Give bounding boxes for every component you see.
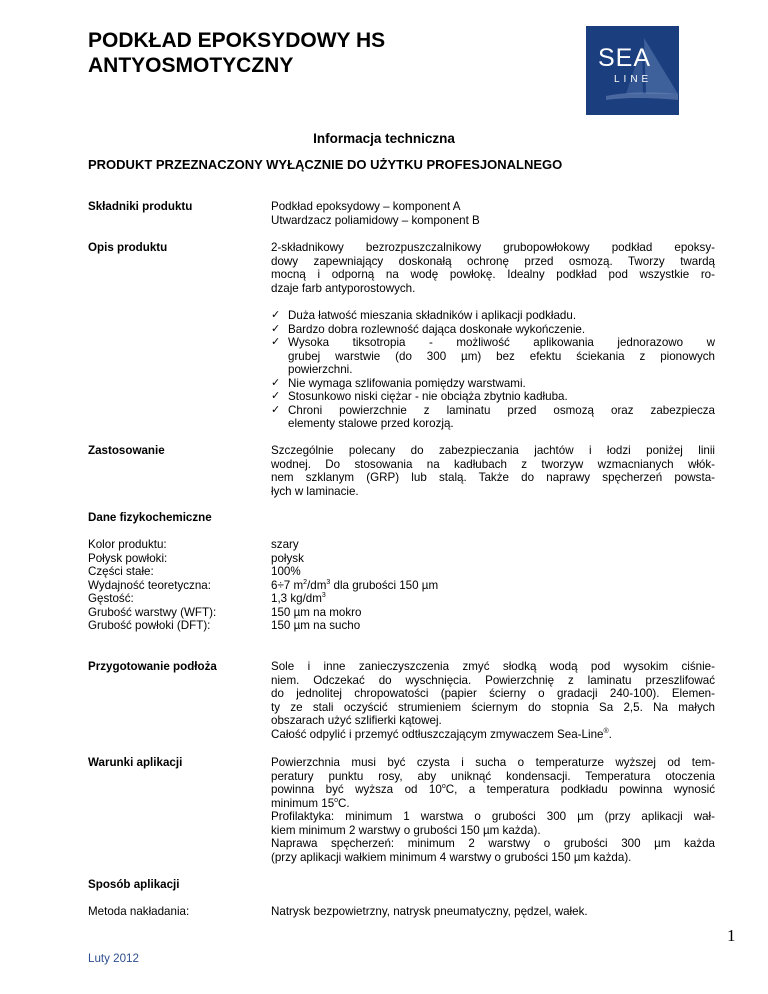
check-icon: ✓	[271, 336, 281, 348]
physchem-label: Części stałe:	[88, 565, 154, 578]
physchem-heading: Dane fizykochemiczne	[88, 511, 212, 524]
component-a: Podkład epoksydowy – komponent A	[271, 200, 461, 213]
application-method-heading: Sposób aplikacji	[88, 878, 180, 891]
density-value: 1,3 $kg/dm^3$	[271, 592, 326, 605]
surface-prep-text: Sole i inne zanieczyszczenia zmyć słodką wodą pod wysokim ciśnie- niem. Odczekać do wyschnięcia. Powierzchnię z laminatu przeszlifować do jednolitej chropowatości (papier ścierny o gradacji 240-100). Elemen- ty ze stali oczyścić strumieniem ściernym do stopnia Sa 2,5. Na małych obszarach użyć szlifierki kątowej. Całość odpylić i przemyć odtłuszczającym zmywaczem Sea-Line®.	[271, 660, 715, 741]
color-value: szary	[271, 538, 299, 551]
check-icon: ✓	[271, 309, 281, 321]
physchem-label: Kolor produktu:	[88, 538, 167, 551]
description-label: Opis produktu	[88, 241, 168, 254]
application-method-label: Metoda nakładania:	[88, 905, 190, 918]
physchem-label: Wydajność teoretyczna:	[88, 578, 211, 592]
feature-list	[271, 309, 715, 431]
surface-prep-label: Przygotowanie podłoża	[88, 660, 217, 673]
physchem-label: Grubość warstwy (WFT):	[88, 605, 217, 619]
application-area-line: wodnej. Do stosowania na kadłubach z tworzyw wzmacnianych włók-	[271, 457, 715, 471]
application-method-value: Natrysk bezpowietrzny, natrysk pneumatyczny, pędzel, wałek.	[271, 905, 588, 918]
document-title	[88, 28, 385, 78]
feature-item: ✓ Bardzo dobra rozlewność dająca doskonałe wykończenie.	[271, 322, 586, 336]
physchem-label: Połysk powłoki:	[88, 551, 168, 565]
page-subtitle: Informacja techniczna	[313, 131, 455, 146]
title-line-2: ANTYOSMOTYCZNY	[88, 54, 294, 77]
description-line: 2-składnikowy bezrozpuszczalnikowy grubopowłokowy podkład epoksy-	[271, 241, 715, 254]
feature-item: ✓ Stosunkowo niski ciężar - nie obciąża zbytnio kadłuba.	[271, 390, 568, 403]
feature-item: ✓ Duża łatwość mieszania składników i aplikacji podkładu.	[271, 309, 577, 322]
page-number: 1	[727, 926, 736, 945]
wft-value: 150 µm na mokro	[271, 605, 362, 619]
physchem-values	[271, 538, 715, 633]
feature-item: ✓ Nie wymaga szlifowania pomiędzy warstwami.	[271, 376, 526, 390]
physchem-labels	[88, 538, 216, 633]
feature-item: ✓ Wysoka tiksotropia - możliwość aplikowania jednorazowo w grubej warstwie (do 300 µm) bez efektu ściekania z pionowych powierzchni.	[271, 336, 715, 376]
components-value	[271, 200, 715, 227]
feature-item: ✓ Chroni powierzchnie z laminatu przed osmozą oraz zabezpiecza elementy stalowe przed korozją.	[271, 403, 715, 430]
description-line: dowy zapewniający doskonałą ochronę przed osmozą. Tworzy twardą	[271, 254, 715, 268]
description-text	[271, 241, 715, 295]
professional-notice: PRODUKT PRZEZNACZONY WYŁĄCZNIE DO UŻYTKU PROFESJONALNEGO	[88, 157, 563, 172]
application-area-line: łych w laminacie.	[271, 484, 359, 498]
application-area-label: Zastosowanie	[88, 444, 165, 457]
description-line: dzaje farb antyporostowych.	[271, 281, 416, 295]
logo-text-sea: SEA	[598, 44, 652, 72]
dft-value: 150 µm na sucho	[271, 619, 361, 632]
physchem-label: Grubość powłoki (DFT):	[88, 619, 211, 632]
title-line-1: PODKŁAD EPOKSYDOWY HS	[88, 29, 386, 52]
application-area-text	[271, 444, 715, 498]
conditions-label: Warunki aplikacji	[88, 756, 183, 769]
sea-line-logo	[586, 26, 679, 115]
check-icon: ✓	[271, 403, 281, 416]
physchem-label: Gęstość:	[88, 592, 134, 605]
conditions-text: Powierzchnia musi być czysta i sucha o temperaturze wyższej od tem- peratury punktu rosy, aby uniknąć kondensacji. Temperatura otoczenia powinna być wyższa od 10$^o$C, a temperatura podkładu powinna wynosić minimum 15$^o$C. Profilaktyka: minimum 1 warstwa o grubości 300 µm (przy aplikacji wał- kiem minimum 2 warstwy o grubości 150 µm każda). Naprawa spęcherzeń: minimum 2 warstwy o grubości 300 µm każda (przy aplikacji wałkiem minimum 4 warstwy o grubości 150 µm każda).	[271, 756, 716, 864]
solids-value: 100%	[271, 565, 301, 578]
check-icon: ✓	[271, 376, 281, 389]
components-label: Składniki produktu	[88, 200, 193, 213]
coverage-value: 6÷7 $m^2/dm^3$ dla grubości 150 µm	[271, 578, 439, 592]
component-b: Utwardzacz poliamidowy – komponent B	[271, 213, 480, 227]
logo-text-line: LINE	[614, 74, 653, 85]
gloss-value: połysk	[271, 551, 304, 565]
check-icon: ✓	[271, 322, 281, 335]
application-area-line: nem szklanym (GRP) lub stalą. Także do naprawy spęcherzeń powsta-	[271, 471, 715, 484]
footer-date: Luty 2012	[88, 952, 139, 965]
description-line: mocną i odporną na wodę powłokę. Idealny podkład pod wszystkie ro-	[271, 268, 715, 281]
application-area-line: Szczególnie polecany do zabezpieczania jachtów i łodzi poniżej linii	[271, 444, 715, 457]
check-icon: ✓	[271, 390, 281, 402]
